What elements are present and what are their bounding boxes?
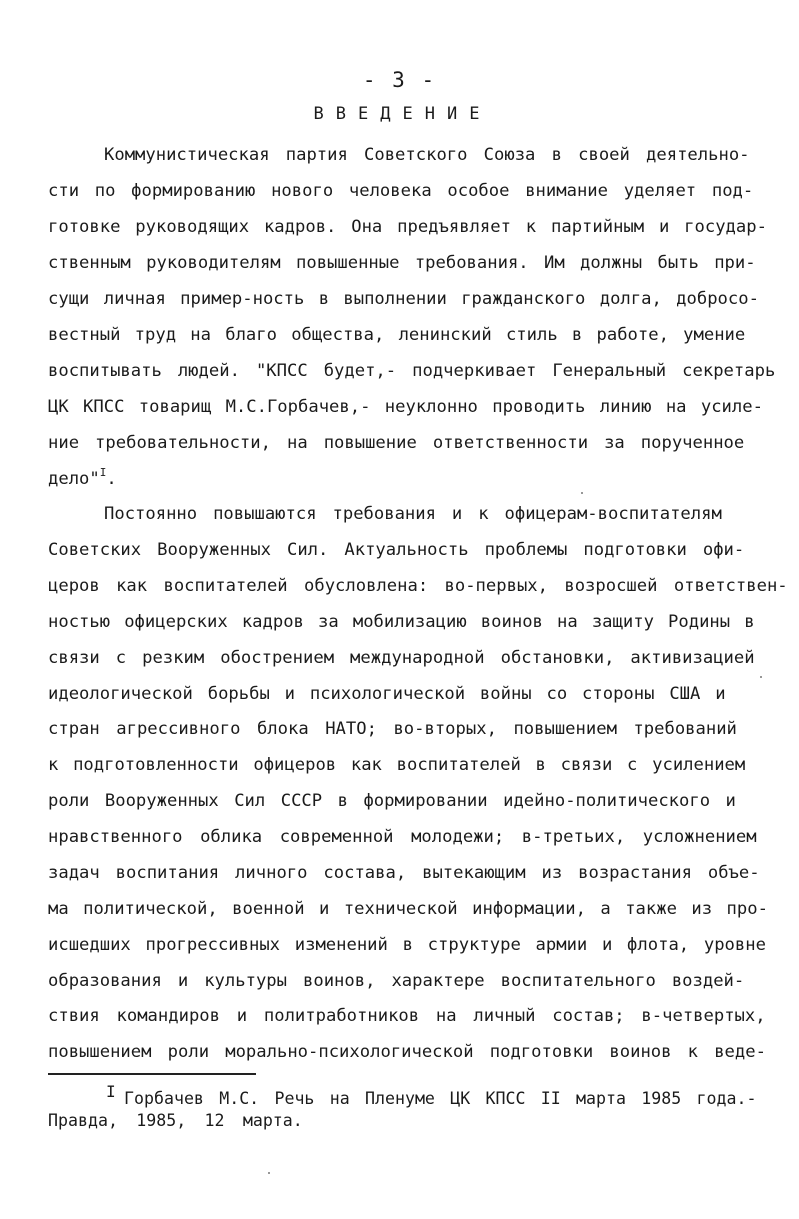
footnote-separator (48, 1073, 256, 1075)
text-line: Советских Вооруженных Сил. Актуальность проблемы подготовки офи- (48, 540, 745, 560)
scan-speck (268, 1172, 270, 1174)
text-line: исшедших прогрессивных изменений в структуре армии и флота, уровне (48, 935, 766, 955)
text-line: ствия командиров и политработников на личный состав; в-четвертых, (48, 1006, 766, 1026)
text-line: связи с резким обострением международной обстановки, активизацией (48, 648, 755, 668)
text-line: к подготовленности офицеров как воспитателей в связи с усилением (48, 755, 746, 775)
footnote-line: Правда, 1985, 12 марта. (48, 1111, 303, 1130)
text-line: готовке руководящих кадров. Она предъявляет к партийным и государ- (48, 217, 767, 237)
text-line: идеологической борьбы и психологической войны со стороны США и (48, 684, 726, 704)
section-title: ВВЕДЕНИЕ (313, 104, 492, 124)
text-line: Коммунистическая партия Советского Союза в своей деятельно- (104, 145, 750, 165)
text-line: образования и культуры воинов, характере воспитательного воздей- (48, 971, 745, 991)
page-number: - 3 - (362, 68, 437, 92)
text-fragment: дело" (48, 469, 100, 489)
text-line: вестный труд на благо общества, ленинский стиль в работе, умение (48, 325, 746, 345)
text-line: роли Вооруженных Сил СССР в формировании идейно-политического и (48, 791, 736, 811)
text-line: стран агрессивного блока НАТО; во-вторых, повышением требований (48, 719, 737, 739)
text-line: повышением роли морально-психологической подготовки воинов к веде- (48, 1042, 766, 1062)
text-line: ние требовательности, на повышение ответственности за порученное (48, 433, 745, 453)
text-line: воспитывать людей. "КПСС будет,- подчеркивает Генеральный секретарь (48, 361, 776, 381)
text-line: ностью офицерских кадров за мобилизацию воинов на защиту Родины в (48, 612, 755, 632)
text-line-last: дело"$^I$. (48, 466, 117, 489)
footnote-line: Горбачев М.С. Речь на Пленуме ЦК КПСС II марта 1985 года.- (124, 1089, 757, 1108)
text-line: нравственного облика современной молодежи; в-третьих, усложнением (48, 827, 757, 847)
footnote-mark: I (106, 1082, 116, 1101)
text-line: ЦК КПСС товарищ М.С.Горбачев,- неуклонно проводить линию на усиле- (48, 397, 763, 417)
text-line: сти по формированию нового человека особое внимание уделяет под- (48, 181, 754, 201)
scan-speck (760, 676, 762, 678)
footnote-reference: I (99, 466, 107, 479)
text-line: церов как воспитателей обусловлена: во-первых, возросшей ответствен- (48, 576, 788, 596)
text-line: ственным руководителям повышенные требования. Им должны быть при- (48, 253, 756, 273)
text-line: сущи личная пример-ность в выполнении гражданского долга, добросо- (48, 289, 759, 309)
scan-speck (581, 492, 583, 494)
text-line: ма политической, военной и технической информации, а также из про- (48, 899, 768, 919)
text-line: Постоянно повышаются требования и к офицерам-воспитателям (104, 504, 722, 524)
text-line: задач воспитания личного состава, вытекающим из возрастания объе- (48, 863, 760, 883)
